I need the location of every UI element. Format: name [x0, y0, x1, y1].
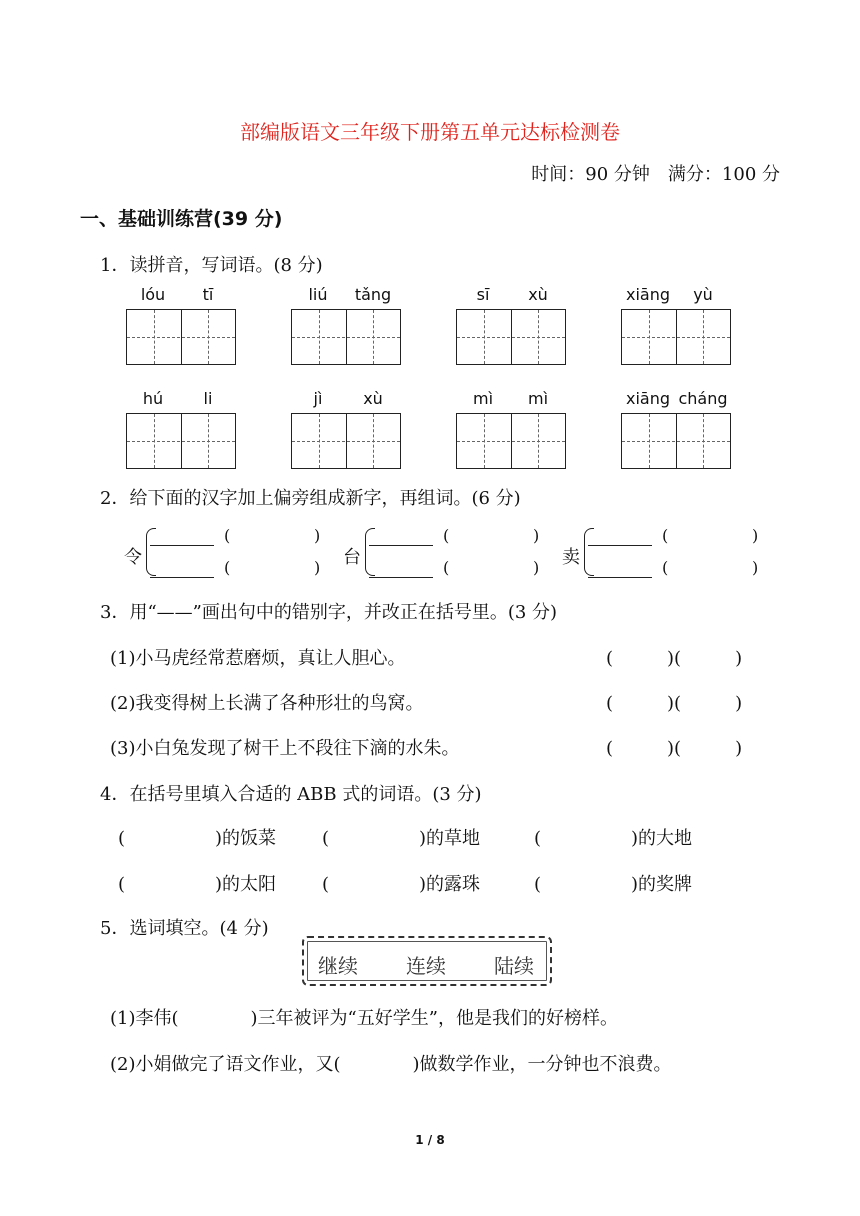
writing-grid[interactable] [291, 309, 401, 365]
question-4-label: 4．在括号里填入合适的 ABB 式的词语。(3 分) [100, 784, 482, 805]
radical-blank[interactable] [369, 545, 433, 546]
q4-blank: ( )的饭菜 [118, 828, 277, 849]
paren-open: ( [443, 558, 450, 577]
paren-open: ( [662, 558, 669, 577]
q3-answer-2: ( )( ) [606, 693, 743, 714]
writing-grid[interactable] [126, 309, 236, 365]
pinyin-syllable: jì [313, 389, 323, 408]
q4-blank: ( )的奖牌 [534, 874, 693, 895]
paren-close: ) [314, 526, 321, 545]
pinyin-syllable: tǎng [354, 285, 392, 304]
pinyin-syllable: xiāng [625, 285, 671, 304]
q4-blank: ( )的露珠 [322, 874, 481, 895]
pinyin-syllable: tī [202, 285, 214, 304]
pinyin-syllable: hú [142, 389, 164, 408]
question-2-label: 2．给下面的汉字加上偏旁组成新字，再组词。(6 分) [100, 488, 521, 509]
paren-close: ) [533, 558, 540, 577]
word-choice-box [302, 936, 552, 986]
q3-answer-1: ( )( ) [606, 648, 743, 669]
pinyin-syllable: xù [363, 389, 383, 408]
brace [584, 528, 594, 576]
word-option: 继续 [318, 954, 358, 978]
paren-open: ( [224, 558, 231, 577]
paren-close: ) [314, 558, 321, 577]
paren-open: ( [224, 526, 231, 545]
paren-open: ( [443, 526, 450, 545]
q3-answer-3: ( )( ) [606, 738, 743, 759]
radical-blank[interactable] [588, 577, 652, 578]
q5-sentence-2: (2)小娟做完了语文作业，又( )做数学作业，一分钟也不浪费。 [110, 1054, 672, 1075]
q5-sentence-1: (1)李伟( )三年被评为“五好学生”，他是我们的好榜样。 [110, 1008, 618, 1029]
paren-close: ) [752, 526, 759, 545]
writing-grid[interactable] [456, 413, 566, 469]
pinyin-syllable: liú [308, 285, 328, 304]
q3-sentence-3: (3)小白兔发现了树干上不段往下滴的水朱。 [110, 738, 460, 759]
radical-blank[interactable] [150, 545, 214, 546]
pinyin-syllable: lóu [140, 285, 166, 304]
writing-grid[interactable] [126, 413, 236, 469]
q4-blank: ( )的大地 [534, 828, 693, 849]
writing-grid[interactable] [291, 413, 401, 469]
radical-blank[interactable] [588, 545, 652, 546]
question-3-label: 3．用“——”画出句中的错别字，并改正在括号里。(3 分) [100, 602, 558, 623]
base-character: 台 [343, 547, 361, 568]
pinyin-syllable: mì [472, 389, 494, 408]
word-option: 连续 [406, 954, 446, 978]
question-5-label: 5．选词填空。(4 分) [100, 918, 269, 939]
q3-sentence-1: (1)小马虎经常惹磨烦，真让人胆心。 [110, 648, 406, 669]
paren-open: ( [662, 526, 669, 545]
pinyin-syllable: xù [528, 285, 548, 304]
pinyin-syllable: yù [693, 285, 713, 304]
pinyin-syllable: xiāng [625, 389, 671, 408]
brace [365, 528, 375, 576]
q4-blank: ( )的草地 [322, 828, 481, 849]
paren-close: ) [533, 526, 540, 545]
exam-meta: 时间：90 分钟 满分：100 分 [531, 164, 780, 185]
paren-close: ) [752, 558, 759, 577]
writing-grid[interactable] [621, 413, 731, 469]
brace [146, 528, 156, 576]
radical-blank[interactable] [369, 577, 433, 578]
page-title: 部编版语文三年级下册第五单元达标检测卷 [240, 120, 620, 144]
base-character: 卖 [562, 547, 580, 568]
word-option: 陆续 [494, 954, 534, 978]
question-1-label: 1．读拼音，写词语。(8 分) [100, 255, 323, 276]
q4-blank: ( )的太阳 [118, 874, 277, 895]
radical-blank[interactable] [150, 577, 214, 578]
writing-grid[interactable] [456, 309, 566, 365]
writing-grid[interactable] [621, 309, 731, 365]
q3-sentence-2: (2)我变得树上长满了各种形壮的鸟窝。 [110, 693, 424, 714]
page-number: 1 / 8 [415, 1133, 445, 1147]
section-heading: 一、基础训练营(39 分) [80, 208, 283, 230]
pinyin-syllable: sī [476, 285, 490, 304]
pinyin-syllable: li [203, 389, 213, 408]
base-character: 令 [124, 547, 142, 568]
pinyin-syllable: mì [527, 389, 549, 408]
pinyin-syllable: cháng [678, 389, 728, 408]
